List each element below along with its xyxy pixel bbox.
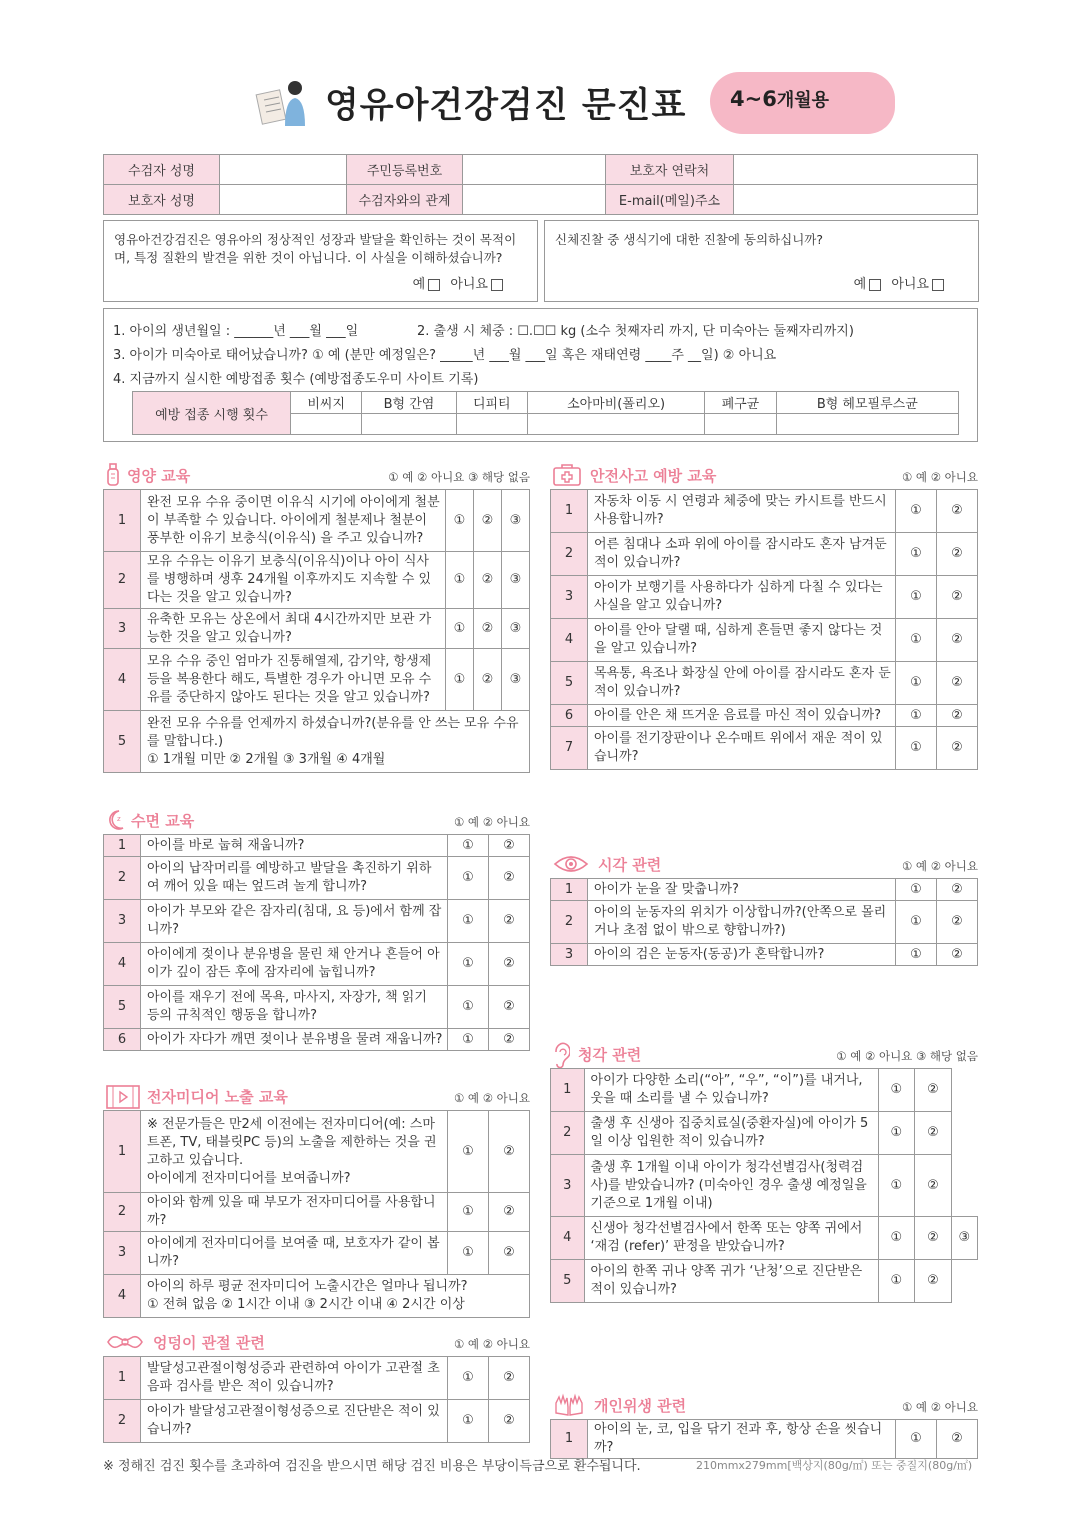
question-text: 출생 후 1개월 이내 아이가 청각선별검사(청력검사)를 받았습니까? (미숙아인 경우 출생 예정일을 기준으로 1개월 이내) <box>584 1155 878 1217</box>
question-row <box>551 1112 978 1155</box>
question-row <box>104 1400 530 1443</box>
footer-note: ※ 정해진 검진 횟수를 초과하여 검진을 받으시면 해당 검진 비용은 부당이득금으로 환수됩니다. <box>103 1459 641 1474</box>
question-text: ※ 전문가들은 만2세 이전에는 전자미디어(예: 스마트폰, TV, 태블릿PC 등)의 노출을 제한하는 것을 권고하고 있습니다. 아이에게 전자미디어를 보여줍니까? <box>141 1111 448 1193</box>
answer-option-1[interactable]: ① <box>896 576 937 619</box>
question-text: 완전 모유 수유 중이면 이유식 시기에 아이에게 철분이 부족할 수 있습니다. 아이에게 철분제나 철분이 풍부한 이유기 보충식(이유식) 을 주고 있습니까? <box>141 490 446 552</box>
question-text: 아이가 발달성고관절이형성증으로 진단받은 적이 있습니까? <box>141 1400 448 1443</box>
question-text: 아이에게 전자미디어를 보여줄 때, 보호자가 같이 봅니까? <box>141 1232 448 1275</box>
answer-option-1[interactable]: ① <box>448 835 489 857</box>
moon-icon <box>105 808 127 836</box>
ear-icon <box>552 1042 570 1072</box>
section-title: 청각 관련 <box>578 1046 642 1064</box>
question-row <box>104 1232 530 1275</box>
question-number: 3 <box>104 609 141 649</box>
question-row <box>104 1193 530 1232</box>
question-text: 아이를 안은 채 뜨거운 음료를 마신 적이 있습니까? <box>588 705 896 727</box>
question-table <box>550 1419 978 1459</box>
answer-option-1[interactable]: ① <box>896 705 937 727</box>
answer-option-2[interactable]: ② <box>489 1357 530 1400</box>
answer-option-2[interactable]: ② <box>937 490 978 533</box>
vaccine-name: B형 헤모필루스균 <box>776 392 958 414</box>
answer-option-2[interactable]: ② <box>474 552 502 609</box>
question-row <box>551 727 978 770</box>
answer-option-2[interactable]: ② <box>937 1420 978 1459</box>
answer-option-2[interactable]: ② <box>489 835 530 857</box>
question-table <box>550 1068 978 1303</box>
answer-legend: ① 예 ② 아니요 ③ 해당 없음 <box>388 470 530 484</box>
answer-option-3[interactable]: ③ <box>502 552 530 609</box>
question-text: 완전 모유 수유를 언제까지 하셨습니까?(분유를 안 쓰는 모유 수유를 말합니다.) ① 1개월 미만 ② 2개월 ③ 3개월 ④ 4개월 <box>141 711 530 773</box>
question-row <box>551 1260 978 1303</box>
answer-option-1[interactable]: ① <box>896 490 937 533</box>
answer-option-1[interactable]: ① <box>448 943 489 986</box>
question-row <box>551 619 978 662</box>
vaccination-label: 예방 접종 시행 횟수 <box>133 392 291 435</box>
yes-checkbox[interactable] <box>428 279 440 291</box>
label-relation: 수검자와의 관계 <box>347 185 463 215</box>
answer-option-2[interactable]: ② <box>937 901 978 944</box>
no-checkbox[interactable] <box>491 279 503 291</box>
answer-option-1[interactable]: ① <box>896 727 937 770</box>
question-row <box>104 1111 530 1193</box>
question-row <box>551 1069 978 1112</box>
section-media <box>103 1084 530 1318</box>
question-number: 6 <box>104 1029 141 1051</box>
answer-option-1[interactable]: ① <box>448 1357 489 1400</box>
document-person-icon <box>255 78 307 128</box>
consent-purpose-options: 예 아니요 <box>413 273 509 292</box>
question-text: 아이가 부모와 같은 잠자리(침대, 요 등)에서 함께 잡니까? <box>141 900 448 943</box>
answer-option-2[interactable]: ② <box>489 1111 530 1193</box>
no-checkbox[interactable] <box>932 279 944 291</box>
question-text: 아이의 검은 눈동자(동공)가 혼탁합니까? <box>588 944 896 966</box>
section-title: 엉덩이 관절 관련 <box>153 1334 265 1352</box>
answer-option-2[interactable]: ② <box>937 533 978 576</box>
answer-option-1[interactable]: ① <box>878 1260 915 1303</box>
section-header <box>103 808 530 834</box>
first-aid-icon <box>552 463 582 491</box>
consent-genital-options: 예 아니요 <box>854 273 950 292</box>
section-sleep <box>103 808 530 1051</box>
question-number: 1 <box>551 1420 588 1459</box>
answer-option-2[interactable]: ② <box>937 576 978 619</box>
question-row <box>551 533 978 576</box>
answer-option-1[interactable]: ① <box>448 1029 489 1051</box>
email-field[interactable] <box>734 185 978 215</box>
question-row <box>104 490 530 552</box>
question-number: 5 <box>551 1260 585 1303</box>
question-row <box>551 576 978 619</box>
question-number: 3 <box>104 900 141 943</box>
answer-option-1[interactable]: ① <box>448 1111 489 1193</box>
answer-legend: ① 예 ② 아니요 <box>453 1337 530 1351</box>
answer-option-1[interactable]: ① <box>896 533 937 576</box>
answer-option-2[interactable]: ② <box>937 619 978 662</box>
question-table <box>103 489 530 773</box>
answer-option-1[interactable]: ① <box>896 901 937 944</box>
answer-option-2[interactable]: ② <box>489 1029 530 1051</box>
question-text: 출생 후 신생아 집중치료실(중환자실)에 아이가 5일 이상 입원한 적이 있습니까? <box>584 1112 878 1155</box>
question-row <box>551 1155 978 1217</box>
answer-option-1[interactable]: ① <box>446 649 474 711</box>
question-text: 목욕통, 욕조나 화장실 안에 아이를 잠시라도 혼자 둔 적이 있습니까? <box>588 662 896 705</box>
question-table <box>550 489 978 770</box>
question-row <box>104 552 530 609</box>
answer-option-1[interactable]: ① <box>878 1069 915 1112</box>
question-number: 2 <box>104 1193 141 1232</box>
question-row <box>104 609 530 649</box>
question-number: 6 <box>551 705 588 727</box>
answer-option-2[interactable]: ② <box>915 1155 952 1217</box>
question-row <box>104 711 530 773</box>
question-row <box>104 857 530 900</box>
vaccine-name: 비씨지 <box>291 392 362 414</box>
question-number: 2 <box>551 1112 585 1155</box>
answer-option-1[interactable]: ① <box>896 662 937 705</box>
answer-option-1[interactable]: ① <box>896 1420 937 1459</box>
section-safety <box>550 463 978 770</box>
answer-option-1[interactable]: ① <box>448 986 489 1029</box>
question-row <box>551 490 978 533</box>
question-text: 아이를 재우기 전에 목욕, 마사지, 자장가, 책 읽기 등의 규칙적인 행동을 합니까? <box>141 986 448 1029</box>
vaccine-count-field[interactable] <box>776 414 958 435</box>
premature-line: 3. 아이가 미숙아로 태어났습니까? ① 예 (분만 예정일은? _____년 ___월 ___일 혹은 재태연령 ____주 __일) ② 아니요 <box>113 348 777 363</box>
media-icon <box>105 1084 141 1114</box>
answer-option-2[interactable]: ② <box>489 943 530 986</box>
answer-legend: ① 예 ② 아니요 <box>453 1091 530 1105</box>
section-title: 영양 교육 <box>127 467 191 485</box>
answer-choices[interactable]: ① 전혀 없음 ② 1시간 이내 ③ 2시간 이내 ④ 2시간 이상 <box>147 1297 465 1312</box>
answer-option-1[interactable]: ① <box>446 552 474 609</box>
question-row <box>104 1357 530 1400</box>
question-number: 5 <box>104 986 141 1029</box>
question-number: 7 <box>551 727 588 770</box>
answer-option-1[interactable]: ① <box>448 900 489 943</box>
answer-option-2[interactable]: ② <box>915 1112 952 1155</box>
question-number: 2 <box>104 552 141 609</box>
answer-option-1[interactable]: ① <box>878 1155 915 1217</box>
question-number: 5 <box>551 662 588 705</box>
answer-option-1[interactable]: ① <box>896 879 937 901</box>
question-row <box>551 944 978 966</box>
section-header <box>550 463 978 489</box>
question-number: 3 <box>104 1232 141 1275</box>
label-rrn: 주민등록번호 <box>347 155 463 185</box>
section-title: 시각 관련 <box>598 856 662 874</box>
vaccine-name: 폐구균 <box>705 392 776 414</box>
vaccination-table <box>132 391 959 435</box>
answer-option-1[interactable]: ① <box>448 857 489 900</box>
section-hearing <box>550 1042 978 1303</box>
age-badge: 4~6개월용 <box>710 72 895 134</box>
answer-legend: ① 예 ② 아니요 ③ 해당 없음 <box>836 1049 978 1063</box>
question-row <box>104 649 530 711</box>
question-row <box>551 662 978 705</box>
question-row <box>104 943 530 986</box>
section-header <box>103 463 530 489</box>
answer-option-2[interactable]: ② <box>489 1232 530 1275</box>
question-text: 유축한 모유는 상온에서 최대 4시간까지만 보관 가능한 것을 알고 있습니까? <box>141 609 446 649</box>
question-text: 아이를 바로 눕혀 재웁니까? <box>141 835 448 857</box>
answer-choices[interactable]: ① 1개월 미만 ② 2개월 ③ 3개월 ④ 4개월 <box>147 751 386 767</box>
question-text: 신생아 청각선별검사에서 한쪽 또는 양쪽 귀에서 ‘재검 (refer)’ 판정을 받았습니까? <box>584 1217 878 1260</box>
yes-checkbox[interactable] <box>869 279 881 291</box>
section-title: 개인위생 관련 <box>594 1397 687 1415</box>
question-text: 아이와 함께 있을 때 부모가 전자미디어를 사용합니까? <box>141 1193 448 1232</box>
question-row <box>104 1029 530 1051</box>
question-row <box>551 1420 978 1459</box>
question-row <box>104 986 530 1029</box>
answer-legend: ① 예 ② 아니요 <box>901 470 978 484</box>
answer-option-2[interactable]: ② <box>937 662 978 705</box>
question-text: 모유 수유 중인 엄마가 진통해열제, 감기약, 항생제 등을 복용한다 해도, 특별한 경우가 아니면 모유 수유를 중단하지 않아도 된다는 것을 알고 있습니까? <box>141 649 446 711</box>
question-text: 발달성고관절이형성증과 관련하여 아이가 고관절 초음파 검사를 받은 적이 있습니까? <box>141 1357 448 1400</box>
answer-option-1[interactable]: ① <box>448 1193 489 1232</box>
question-number: 1 <box>104 1357 141 1400</box>
question-number: 1 <box>551 1069 585 1112</box>
consent-genital-box <box>544 220 979 302</box>
question-number: 4 <box>551 1217 585 1260</box>
vaccine-count-field[interactable] <box>456 414 527 435</box>
vaccine-name: B형 간염 <box>362 392 456 414</box>
answer-option-1[interactable]: ① <box>446 609 474 649</box>
question-text: 어른 침대나 소파 위에 아이를 잠시라도 혼자 남겨둔 적이 있습니까? <box>588 533 896 576</box>
question-number: 3 <box>551 576 588 619</box>
birthdate-line: 1. 아이의 생년월일 : ______년 ___월 ___일 <box>113 324 359 339</box>
answer-option-3[interactable]: ③ <box>951 1217 977 1260</box>
question-number: 2 <box>104 1400 141 1443</box>
section-title: 안전사고 예방 교육 <box>590 467 717 485</box>
question-text: 아이의 눈동자의 위치가 이상합니까?(안쪽으로 몰리거나 초점 없이 밖으로 향합니까?) <box>588 901 896 944</box>
guardian-name-field[interactable] <box>220 185 347 215</box>
section-title: 전자미디어 노출 교육 <box>147 1088 288 1106</box>
answer-option-1[interactable]: ① <box>896 619 937 662</box>
question-number: 2 <box>551 533 588 576</box>
question-text: 아이를 전기장판이나 온수매트 위에서 재운 적이 있습니까? <box>588 727 896 770</box>
question-row <box>104 1275 530 1318</box>
question-number: 1 <box>551 879 588 901</box>
answer-option-2[interactable]: ② <box>937 705 978 727</box>
question-row <box>551 879 978 901</box>
answer-option-2[interactable]: ② <box>489 986 530 1029</box>
question-number: 2 <box>104 857 141 900</box>
section-header <box>103 1330 530 1356</box>
question-number: 4 <box>104 1275 141 1318</box>
hands-icon <box>552 1393 586 1421</box>
label-guardian-name: 보호자 성명 <box>104 185 220 215</box>
hip-joint-icon <box>105 1330 145 1358</box>
eye-icon <box>552 852 590 880</box>
answer-option-1[interactable]: ① <box>878 1112 915 1155</box>
question-text: 아이의 한쪽 귀나 양쪽 귀가 ‘난청’으로 진단받은 적이 있습니까? <box>584 1260 878 1303</box>
answer-legend: ① 예 ② 아니요 <box>901 1400 978 1414</box>
section-header <box>550 1042 978 1068</box>
vaccine-count-field[interactable] <box>362 414 456 435</box>
section-header <box>550 852 978 878</box>
question-table <box>550 878 978 966</box>
question-table <box>103 1356 530 1443</box>
vaccine-count-field[interactable] <box>705 414 776 435</box>
section-hygiene <box>550 1393 978 1459</box>
answer-option-2[interactable]: ② <box>474 490 502 552</box>
answer-option-2[interactable]: ② <box>489 857 530 900</box>
guardian-contact-field[interactable] <box>734 155 978 185</box>
consent-genital-text: 신체진찰 중 생식기에 대한 진찰에 동의하십니까? <box>555 232 824 247</box>
answer-legend: ① 예 ② 아니요 <box>901 859 978 873</box>
answer-option-2[interactable]: ② <box>474 609 502 649</box>
bottle-icon <box>105 463 121 491</box>
question-text: 자동차 이동 시 연령과 체중에 맞는 카시트를 반드시 사용합니까? <box>588 490 896 533</box>
basic-info-box <box>103 308 978 442</box>
question-text: 아이가 자다가 깨면 젖이나 분유병을 물려 재웁니까? <box>141 1029 448 1051</box>
question-number: 4 <box>551 619 588 662</box>
question-number: 1 <box>104 835 141 857</box>
answer-option-3[interactable]: ③ <box>502 609 530 649</box>
answer-option-2[interactable]: ② <box>489 900 530 943</box>
question-number: 2 <box>551 901 588 944</box>
vaccine-count-field[interactable] <box>527 414 704 435</box>
answer-option-1[interactable]: ① <box>446 490 474 552</box>
question-text: 아이가 다양한 소리(“아”, “우”, “이”)를 내거나, 웃을 때 소리를 낼 수 있습니까? <box>584 1069 878 1112</box>
examinee-name-field[interactable] <box>220 155 347 185</box>
question-number: 5 <box>104 711 141 773</box>
consent-purpose-text: 영유아건강검진은 영유아의 정상적인 성장과 발달을 확인하는 것이 목적이며, 특정 질환의 발견을 위한 것이 아닙니다. 이 사실을 이해하셨습니까? <box>114 232 517 265</box>
question-table <box>103 1110 530 1318</box>
answer-option-2[interactable]: ② <box>915 1069 952 1112</box>
question-number: 1 <box>104 1111 141 1193</box>
vaccine-name: 디피티 <box>456 392 527 414</box>
answer-option-1[interactable]: ① <box>448 1232 489 1275</box>
question-text: 아이의 하루 평균 전자미디어 노출시간은 얼마나 됩니까? ① 전혀 없음 ② 1시간 이내 ③ 2시간 이내 ④ 2시간 이상 <box>141 1275 530 1318</box>
title-area <box>255 70 895 140</box>
answer-option-2[interactable]: ② <box>937 727 978 770</box>
vaccination-line: 4. 지금까지 실시한 예방접종 횟수 (예방접종도우미 사이트 기록) <box>113 372 479 387</box>
answer-option-1[interactable]: ① <box>448 1400 489 1443</box>
label-examinee-name: 수검자 성명 <box>104 155 220 185</box>
question-text: 아이가 눈을 잘 맞춥니까? <box>588 879 896 901</box>
question-table <box>103 834 530 1051</box>
question-text: 아이가 보행기를 사용하다가 심하게 다칠 수 있다는 사실을 알고 있습니까? <box>588 576 896 619</box>
question-row <box>551 1217 978 1260</box>
section-vision <box>550 852 978 966</box>
question-text: 아이의 눈, 코, 입을 닦기 전과 후, 항상 손을 씻습니까? <box>588 1420 896 1459</box>
question-number: 1 <box>104 490 141 552</box>
question-text: 아이를 안아 달랠 때, 심하게 흔들면 좋지 않다는 것을 알고 있습니까? <box>588 619 896 662</box>
answer-option-3[interactable]: ③ <box>502 490 530 552</box>
question-text: 아이의 납작머리를 예방하고 발달을 촉진하기 위하여 깨어 있을 때는 엎드려 놀게 합니까? <box>141 857 448 900</box>
answer-option-1[interactable]: ① <box>878 1217 915 1260</box>
label-email: E-mail(메일)주소 <box>606 185 734 215</box>
question-number: 3 <box>551 1155 585 1217</box>
answer-option-1[interactable]: ① <box>896 944 937 966</box>
info-table <box>103 154 978 215</box>
rrn-field[interactable] <box>463 155 606 185</box>
answer-option-2[interactable]: ② <box>937 944 978 966</box>
relation-field[interactable] <box>463 185 606 215</box>
birth-weight-line: 2. 출생 시 체중 : ☐.☐☐ kg (소수 첫째자리 까지, 단 미숙아는 둘째자리까지) <box>417 324 854 339</box>
answer-option-2[interactable]: ② <box>915 1217 952 1260</box>
question-row <box>104 835 530 857</box>
answer-option-2[interactable]: ② <box>489 1400 530 1443</box>
page-title: 영유아건강검진 문진표 <box>325 86 687 126</box>
question-number: 3 <box>551 944 588 966</box>
section-hip <box>103 1330 530 1443</box>
section-header <box>103 1084 530 1110</box>
vaccine-count-field[interactable] <box>291 414 362 435</box>
label-guardian-contact: 보호자 연락처 <box>606 155 734 185</box>
vaccine-name: 소아마비(폴리오) <box>527 392 704 414</box>
question-number: 1 <box>551 490 588 533</box>
answer-option-2[interactable]: ② <box>474 649 502 711</box>
question-number: 4 <box>104 943 141 986</box>
consent-purpose-box <box>103 220 538 302</box>
question-text: 모유 수유는 이유기 보충식(이유식)이나 아이 식사를 병행하며 생후 24개월 이후까지도 지속할 수 있다는 것을 알고 있습니까? <box>141 552 446 609</box>
answer-legend: ① 예 ② 아니요 <box>453 815 530 829</box>
svg-text:z: z <box>117 815 121 823</box>
question-number: 4 <box>104 649 141 711</box>
section-nutrition <box>103 463 530 773</box>
answer-option-2[interactable]: ② <box>915 1260 952 1303</box>
question-text: 아이에게 젖이나 분유병을 물린 채 안거나 흔들어 아이가 깊이 잠든 후에 잠자리에 눕힙니까? <box>141 943 448 986</box>
answer-option-2[interactable]: ② <box>489 1193 530 1232</box>
question-row <box>551 901 978 944</box>
answer-option-3[interactable]: ③ <box>502 649 530 711</box>
question-row <box>551 705 978 727</box>
section-title: 수면 교육 <box>131 812 195 830</box>
answer-option-2[interactable]: ② <box>937 879 978 901</box>
paper-spec: 210mmx279mm[백상지(80g/㎡) 또는 중질지(80g/㎡) <box>696 1459 973 1472</box>
section-header <box>550 1393 978 1419</box>
question-row <box>104 900 530 943</box>
